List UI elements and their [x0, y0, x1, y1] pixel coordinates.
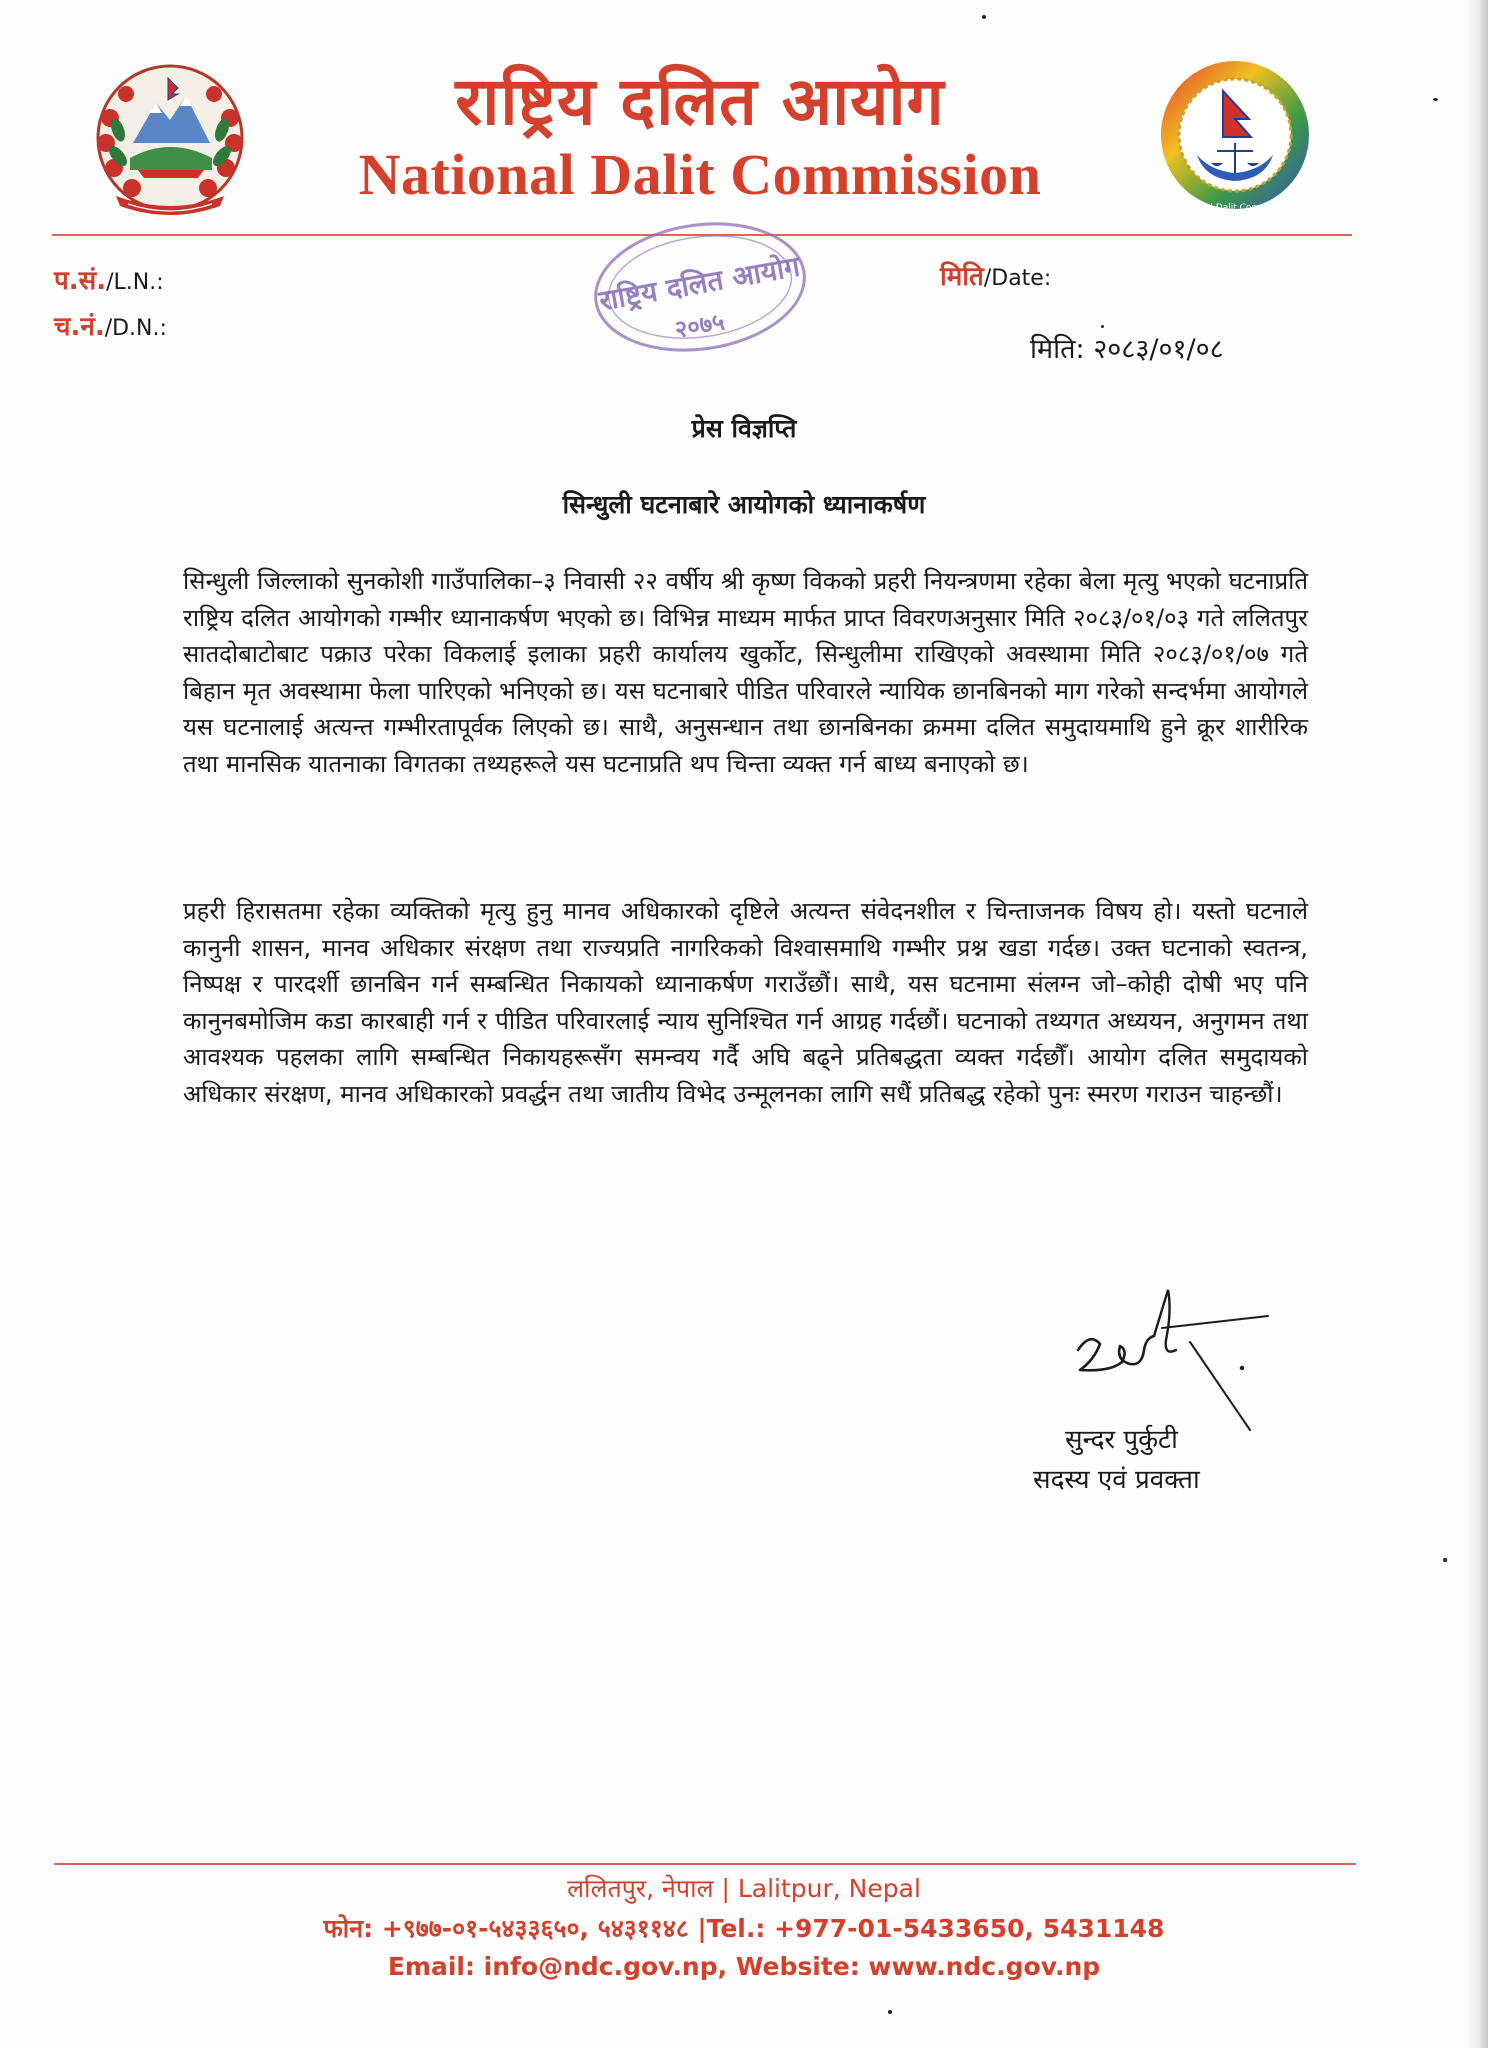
- issue-date: मिति: २०८३/०१/०८: [1030, 334, 1224, 365]
- signatory-title: सदस्य एवं प्रवक्ता: [1033, 1465, 1200, 1495]
- footer-phone: फोन: +९७७-०१-५४३३६५०, ५४३११४८ |Tel.: +977-01-5433650, 5431148: [323, 1914, 1165, 1943]
- date-label: [940, 262, 1051, 294]
- footer-address: ललितपुर, नेपाल | Lalitpur, Nepal: [567, 1874, 921, 1903]
- scan-speck: [888, 2010, 892, 2014]
- document-subject-heading: सिन्धुली घटनाबारे आयोगको ध्यानाकर्षण: [562, 490, 926, 519]
- commission-title-english: National Dalit Commission: [358, 142, 1042, 207]
- scan-speck: [1101, 325, 1104, 328]
- svg-text:National Dalit Commission: National Dalit Commission: [1175, 203, 1295, 213]
- dispatch-number-label-en: /D.N.:: [104, 316, 167, 341]
- letter-number-label-np: प.सं.: [54, 266, 107, 296]
- scan-speck: [1443, 1558, 1447, 1562]
- letter-number-label: [54, 266, 164, 298]
- scan-speck: [982, 15, 986, 19]
- body-paragraph-2: प्रहरी हिरासतमा रहेका व्यक्तिको मृत्यु हुनु मानव अधिकारको दृष्टिले अत्यन्त संवेदनशील र चिन्ताजनक विषय हो। यस्तो घटनाले कानुनी शासन, मानव अधिकार संरक्षण तथा राज्यप्रति नागरिकको विश्वासमाथि गम्भीर प्रश्न खडा गर्दछ। उक्त घटनाको स्वतन्त्र, निष्पक्ष र पारदर्शी छानबिन गर्न सम्बन्धित निकायको ध्यानाकर्षण गराउँछौं। साथै, यस घटनामा संलग्न जो–कोही दोषी भए पनि कानुनबमोजिम कडा कारबाही गर्न र पीडित परिवारलाई न्याय सुनिश्चित गर्न आग्रह गर्दछौं। घटनाको तथ्यगत अध्ययन, अनुगमन तथा आवश्यक पहलका लागि सम्बन्धित निकायहरूसँग समन्वय गर्दै अघि बढ्ने प्रतिबद्धता व्यक्त गर्दछौँ। आयोग दलित समुदायको अधिकार संरक्षण, मानव अधिकारको प्रवर्द्धन तथा जातीय विभेद उन्मूलनका लागि सधैं प्रतिबद्ध रहेको पुनः स्मरण गराउन चाहन्छौं।: [183, 897, 1308, 1108]
- scan-speck: [1433, 98, 1438, 101]
- dispatch-number-label-np: च.नं.: [54, 312, 105, 342]
- official-stamp: [575, 215, 825, 365]
- body-paragraph-1: सिन्धुली जिल्लाको सुनकोशी गाउँपालिका–३ निवासी २२ वर्षीय श्री कृष्ण विकको प्रहरी नियन्त्रणमा रहेका बेला मृत्यु भएको घटनाप्रति राष्ट्रिय दलित आयोगको गम्भीर ध्यानाकर्षण भएको छ। विभिन्न माध्यम मार्फत प्राप्त विवरणअनुसार मिति २०८३/०१/०३ गते ललितपुर सातदोबाटोबाट पक्राउ परेका विकलाई इलाका प्रहरी कार्यालय खुर्कोट, सिन्धुलीमा राखिएको अवस्थामा मिति २०८३/०१/०७ गते बिहान मृत अवस्थामा फेला पारिएको भनिएको छ। यस घटनाबारे पीडित परिवारले न्यायिक छानबिनको माग गरेको सन्दर्भमा आयोगले यस घटनालाई अत्यन्त गम्भीरतापूर्वक लिएको छ। साथै, अनुसन्धान तथा छानबिनका क्रममा दलित समुदायमाथि हुने क्रूर शारीरिक तथा मानसिक यातनाका विगतका तथ्यहरूले यस घटनाप्रति थप चिन्ता व्यक्त गर्न बाध्य बनाएको छ।: [183, 567, 1308, 778]
- footer-contact: Email: info@ndc.gov.np, Website: www.ndc.gov.np: [387, 1952, 1101, 1981]
- nepal-emblem-icon: [88, 58, 253, 223]
- ndc-logo-icon: [1155, 55, 1315, 220]
- date-label-np: मिति: [940, 262, 984, 292]
- handwritten-signature: [1050, 1280, 1280, 1440]
- dispatch-number-label: [54, 312, 167, 344]
- date-label-en: /Date:: [983, 266, 1052, 291]
- signatory-name: सुन्दर पुर्कुटी: [1065, 1425, 1178, 1455]
- document-type-heading: प्रेस विज्ञप्ति: [691, 414, 797, 443]
- commission-title-nepali: राष्ट्रिय दलित आयोग: [455, 63, 945, 140]
- footer-divider: [54, 1863, 1356, 1865]
- scan-edge-shadow: [1466, 0, 1488, 2048]
- letter-number-label-en: /L.N.:: [106, 270, 164, 295]
- stamp-text: राष्ट्रिय दलित आयोग: [596, 249, 803, 318]
- stamp-year: २०७५: [672, 307, 727, 344]
